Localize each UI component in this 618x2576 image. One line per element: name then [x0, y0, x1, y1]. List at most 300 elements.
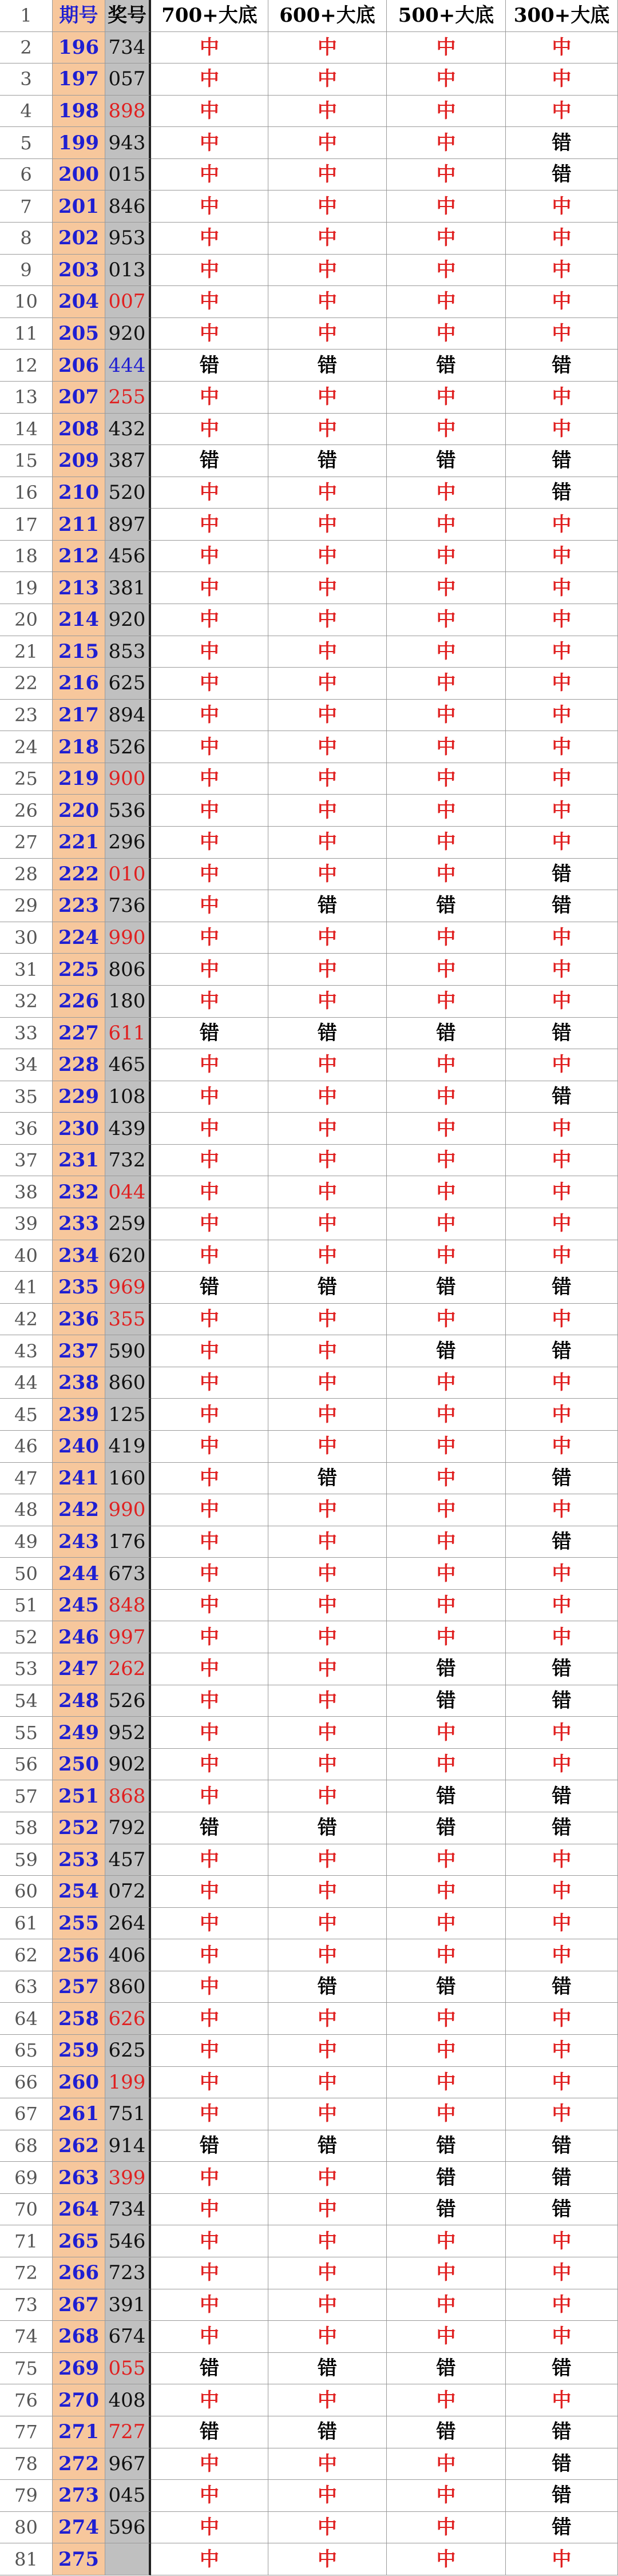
draw-number-cell: 967 [105, 2448, 151, 2480]
result-500-cell: 中 [387, 541, 506, 573]
issue-number-cell: 271 [53, 2416, 105, 2448]
result-700-cell: 中 [151, 1399, 268, 1431]
result-500-cell: 中 [387, 859, 506, 891]
result-500-cell: 中 [387, 1304, 506, 1336]
result-700-cell: 中 [151, 63, 268, 96]
result-700-cell: 中 [151, 700, 268, 732]
result-700-cell: 中 [151, 1494, 268, 1526]
row-number-cell: 79 [0, 2480, 53, 2512]
result-300-cell: 中 [506, 318, 618, 350]
result-700-cell: 中 [151, 1431, 268, 1463]
issue-number-cell: 247 [53, 1653, 105, 1685]
result-500-cell: 中 [387, 96, 506, 128]
result-300-cell: 错 [506, 2162, 618, 2194]
issue-number-cell: 265 [53, 2225, 105, 2257]
result-300-cell: 中 [506, 2225, 618, 2257]
row-number-header: 1 [0, 0, 53, 32]
issue-number-cell: 209 [53, 445, 105, 477]
row-number-cell: 67 [0, 2098, 53, 2130]
issue-number-cell: 269 [53, 2353, 105, 2385]
row-number-cell: 53 [0, 1653, 53, 1685]
result-300-cell: 中 [506, 1494, 618, 1526]
result-700-cell: 中 [151, 1971, 268, 2003]
result-500-cell: 中 [387, 2003, 506, 2035]
draw-number-cell [105, 2543, 151, 2575]
result-600-cell: 中 [268, 731, 387, 763]
result-700-cell: 中 [151, 1749, 268, 1781]
result-500-cell: 中 [387, 382, 506, 414]
draw-number-cell: 355 [105, 1304, 151, 1336]
result-300-cell: 错 [506, 859, 618, 891]
result-600-cell: 错 [268, 2130, 387, 2162]
row-number-cell: 66 [0, 2067, 53, 2099]
result-600-cell: 中 [268, 795, 387, 827]
result-600-cell: 中 [268, 1081, 387, 1113]
result-500-cell: 中 [387, 223, 506, 255]
draw-number-cell: 734 [105, 2194, 151, 2226]
draw-number-cell: 894 [105, 700, 151, 732]
result-300-cell: 中 [506, 1049, 618, 1081]
row-number-cell: 2 [0, 32, 53, 64]
result-500-cell: 错 [387, 1018, 506, 1050]
result-600-cell: 中 [268, 668, 387, 700]
result-300-cell: 中 [506, 1399, 618, 1431]
draw-number-cell: 723 [105, 2257, 151, 2289]
issue-number-cell: 266 [53, 2257, 105, 2289]
result-300-cell: 中 [506, 827, 618, 859]
issue-number-cell: 232 [53, 1176, 105, 1208]
result-500-cell: 中 [387, 2480, 506, 2512]
result-500-cell: 中 [387, 1463, 506, 1495]
result-600-cell: 中 [268, 986, 387, 1018]
draw-number-cell: 546 [105, 2225, 151, 2257]
draw-number-cell: 920 [105, 604, 151, 636]
result-300-cell: 错 [506, 1526, 618, 1558]
result-300-cell: 中 [506, 1590, 618, 1622]
draw-number-cell: 259 [105, 1208, 151, 1240]
result-300-cell: 中 [506, 1304, 618, 1336]
issue-number-cell: 267 [53, 2289, 105, 2321]
result-700-cell: 中 [151, 477, 268, 509]
row-number-cell: 6 [0, 159, 53, 191]
result-500-cell: 中 [387, 1399, 506, 1431]
result-300-cell: 中 [506, 382, 618, 414]
issue-number-cell: 210 [53, 477, 105, 509]
result-500-cell: 中 [387, 668, 506, 700]
draw-number-cell: 897 [105, 509, 151, 541]
result-600-cell: 中 [268, 1876, 387, 1908]
result-300-cell: 中 [506, 668, 618, 700]
issue-number-cell: 260 [53, 2067, 105, 2099]
result-300-cell: 中 [506, 2257, 618, 2289]
issue-number-cell: 200 [53, 159, 105, 191]
result-300-cell: 错 [506, 477, 618, 509]
row-number-cell: 73 [0, 2289, 53, 2321]
issue-number-cell: 239 [53, 1399, 105, 1431]
result-600-cell: 中 [268, 1113, 387, 1145]
result-300-cell: 中 [506, 223, 618, 255]
result-500-cell: 错 [387, 1335, 506, 1367]
result-500-cell: 中 [387, 1526, 506, 1558]
result-600-cell: 中 [268, 2448, 387, 2480]
row-number-cell: 78 [0, 2448, 53, 2480]
row-number-cell: 4 [0, 96, 53, 128]
result-700-cell: 中 [151, 1558, 268, 1590]
result-500-cell: 中 [387, 286, 506, 318]
draw-number-cell: 952 [105, 1717, 151, 1749]
draw-number-cell: 520 [105, 477, 151, 509]
result-300-cell: 中 [506, 1749, 618, 1781]
issue-number-cell: 274 [53, 2512, 105, 2544]
result-300-cell: 错 [506, 2512, 618, 2544]
issue-number-cell: 264 [53, 2194, 105, 2226]
result-300-cell: 中 [506, 2384, 618, 2416]
draw-number-cell: 456 [105, 541, 151, 573]
result-500-cell: 中 [387, 2321, 506, 2353]
result-600-cell: 中 [268, 954, 387, 986]
row-number-cell: 33 [0, 1018, 53, 1050]
result-500-cell: 中 [387, 2512, 506, 2544]
result-300-cell: 中 [506, 1558, 618, 1590]
draw-number-cell: 444 [105, 350, 151, 382]
result-500-cell: 中 [387, 1431, 506, 1463]
result-300-cell: 错 [506, 2194, 618, 2226]
issue-number-cell: 240 [53, 1431, 105, 1463]
result-300-cell: 中 [506, 1939, 618, 1971]
draw-number-cell: 264 [105, 1908, 151, 1940]
result-700-cell: 中 [151, 2480, 268, 2512]
result-500-cell: 中 [387, 1240, 506, 1272]
issue-number-cell: 262 [53, 2130, 105, 2162]
issue-number-cell: 212 [53, 541, 105, 573]
row-number-cell: 56 [0, 1749, 53, 1781]
result-700-cell: 中 [151, 1081, 268, 1113]
result-600-cell: 中 [268, 1621, 387, 1653]
col-700-header: 700+大底 [151, 0, 268, 32]
result-600-cell: 错 [268, 1018, 387, 1050]
result-700-cell: 中 [151, 509, 268, 541]
result-600-cell: 错 [268, 890, 387, 922]
result-700-cell: 中 [151, 318, 268, 350]
result-700-cell: 错 [151, 1812, 268, 1844]
issue-number-cell: 249 [53, 1717, 105, 1749]
result-700-cell: 错 [151, 2416, 268, 2448]
row-number-cell: 44 [0, 1367, 53, 1399]
row-number-cell: 70 [0, 2194, 53, 2226]
issue-number-cell: 258 [53, 2003, 105, 2035]
result-300-cell: 中 [506, 96, 618, 128]
result-500-cell: 中 [387, 572, 506, 604]
result-500-cell: 错 [387, 2130, 506, 2162]
result-700-cell: 中 [151, 954, 268, 986]
row-number-cell: 9 [0, 255, 53, 287]
result-600-cell: 中 [268, 2289, 387, 2321]
issue-number-cell: 263 [53, 2162, 105, 2194]
row-number-cell: 74 [0, 2321, 53, 2353]
result-500-cell: 中 [387, 318, 506, 350]
draw-number-cell: 914 [105, 2130, 151, 2162]
issue-number-cell: 251 [53, 1780, 105, 1812]
result-500-cell: 中 [387, 1145, 506, 1177]
result-700-cell: 中 [151, 1621, 268, 1653]
result-700-cell: 中 [151, 2035, 268, 2067]
result-300-cell: 错 [506, 1272, 618, 1304]
result-600-cell: 中 [268, 1431, 387, 1463]
issue-number-cell: 226 [53, 986, 105, 1018]
result-600-cell: 中 [268, 1399, 387, 1431]
result-500-cell: 中 [387, 1558, 506, 1590]
result-700-cell: 中 [151, 2512, 268, 2544]
issue-number-cell: 207 [53, 382, 105, 414]
draw-number-cell: 176 [105, 1526, 151, 1558]
draw-number-cell: 045 [105, 2480, 151, 2512]
row-number-cell: 38 [0, 1176, 53, 1208]
result-500-cell: 错 [387, 350, 506, 382]
result-300-cell: 中 [506, 2035, 618, 2067]
result-700-cell: 中 [151, 2289, 268, 2321]
row-number-cell: 49 [0, 1526, 53, 1558]
issue-number-cell: 230 [53, 1113, 105, 1145]
draw-number-cell: 180 [105, 986, 151, 1018]
result-300-cell: 错 [506, 159, 618, 191]
row-number-cell: 60 [0, 1876, 53, 1908]
result-300-cell: 中 [506, 1876, 618, 1908]
draw-number-cell: 055 [105, 2353, 151, 2385]
result-700-cell: 错 [151, 2130, 268, 2162]
issue-number-cell: 213 [53, 572, 105, 604]
result-300-cell: 错 [506, 890, 618, 922]
result-300-cell: 中 [506, 795, 618, 827]
result-500-cell: 中 [387, 2257, 506, 2289]
result-500-cell: 中 [387, 190, 506, 223]
issue-number-cell: 203 [53, 255, 105, 287]
result-300-cell: 中 [506, 2289, 618, 2321]
issue-number-cell: 268 [53, 2321, 105, 2353]
row-number-cell: 64 [0, 2003, 53, 2035]
issue-number-cell: 231 [53, 1145, 105, 1177]
issue-number-cell: 197 [53, 63, 105, 96]
result-600-cell: 中 [268, 2035, 387, 2067]
draw-number-cell: 526 [105, 731, 151, 763]
result-700-cell: 中 [151, 1526, 268, 1558]
result-700-cell: 中 [151, 2448, 268, 2480]
result-500-cell: 中 [387, 509, 506, 541]
result-300-cell: 中 [506, 1431, 618, 1463]
result-300-cell: 错 [506, 1780, 618, 1812]
issue-number-cell: 205 [53, 318, 105, 350]
issue-number-cell: 273 [53, 2480, 105, 2512]
result-300-cell: 错 [506, 1081, 618, 1113]
result-700-cell: 中 [151, 890, 268, 922]
row-number-cell: 30 [0, 922, 53, 954]
result-600-cell: 中 [268, 1939, 387, 1971]
result-700-cell: 中 [151, 223, 268, 255]
draw-number-cell: 381 [105, 572, 151, 604]
draw-number-cell: 736 [105, 890, 151, 922]
row-number-cell: 26 [0, 795, 53, 827]
result-600-cell: 中 [268, 1590, 387, 1622]
col-300-header: 300+大底 [506, 0, 618, 32]
result-500-cell: 中 [387, 1844, 506, 1876]
draw-number-cell: 734 [105, 32, 151, 64]
result-600-cell: 中 [268, 1749, 387, 1781]
result-500-cell: 中 [387, 1876, 506, 1908]
result-600-cell: 中 [268, 2384, 387, 2416]
draw-number-cell: 125 [105, 1399, 151, 1431]
result-300-cell: 中 [506, 1367, 618, 1399]
result-300-cell: 中 [506, 1208, 618, 1240]
issue-number-cell: 248 [53, 1685, 105, 1717]
issue-column-header: 期号 [53, 0, 105, 32]
result-300-cell: 错 [506, 127, 618, 159]
result-700-cell: 中 [151, 1717, 268, 1749]
result-300-cell: 错 [506, 2448, 618, 2480]
result-500-cell: 中 [387, 255, 506, 287]
draw-number-cell: 727 [105, 2416, 151, 2448]
result-600-cell: 中 [268, 572, 387, 604]
result-500-cell: 中 [387, 2448, 506, 2480]
result-600-cell: 中 [268, 2321, 387, 2353]
draw-number-cell: 432 [105, 414, 151, 446]
row-number-cell: 50 [0, 1558, 53, 1590]
result-300-cell: 错 [506, 2480, 618, 2512]
result-300-cell: 错 [506, 1653, 618, 1685]
result-600-cell: 中 [268, 763, 387, 795]
draw-number-cell: 457 [105, 1844, 151, 1876]
result-500-cell: 错 [387, 2162, 506, 2194]
draw-number-cell: 751 [105, 2098, 151, 2130]
draw-number-cell: 860 [105, 1367, 151, 1399]
result-300-cell: 中 [506, 1908, 618, 1940]
result-500-cell: 中 [387, 2384, 506, 2416]
result-600-cell: 中 [268, 636, 387, 668]
draw-number-cell: 620 [105, 1240, 151, 1272]
draw-number-cell: 399 [105, 2162, 151, 2194]
result-700-cell: 中 [151, 414, 268, 446]
result-300-cell: 中 [506, 541, 618, 573]
row-number-cell: 59 [0, 1844, 53, 1876]
row-number-cell: 3 [0, 63, 53, 96]
draw-number-cell: 900 [105, 763, 151, 795]
result-500-cell: 错 [387, 2416, 506, 2448]
row-number-cell: 29 [0, 890, 53, 922]
result-700-cell: 中 [151, 96, 268, 128]
issue-number-cell: 256 [53, 1939, 105, 1971]
result-700-cell: 中 [151, 32, 268, 64]
row-number-cell: 27 [0, 827, 53, 859]
result-300-cell: 错 [506, 2416, 618, 2448]
result-600-cell: 中 [268, 32, 387, 64]
result-600-cell: 中 [268, 477, 387, 509]
issue-number-cell: 215 [53, 636, 105, 668]
row-number-cell: 22 [0, 668, 53, 700]
result-700-cell: 中 [151, 2543, 268, 2575]
result-700-cell: 错 [151, 2353, 268, 2385]
draw-number-cell: 160 [105, 1463, 151, 1495]
draw-number-cell: 255 [105, 382, 151, 414]
row-number-cell: 71 [0, 2225, 53, 2257]
issue-number-cell: 204 [53, 286, 105, 318]
draw-number-cell: 990 [105, 922, 151, 954]
row-number-cell: 17 [0, 509, 53, 541]
result-500-cell: 中 [387, 2035, 506, 2067]
issue-number-cell: 252 [53, 1812, 105, 1844]
result-500-cell: 中 [387, 1717, 506, 1749]
result-600-cell: 中 [268, 1494, 387, 1526]
draw-number-cell: 408 [105, 2384, 151, 2416]
result-700-cell: 中 [151, 1145, 268, 1177]
result-600-cell: 错 [268, 1812, 387, 1844]
draw-number-cell: 902 [105, 1749, 151, 1781]
row-number-cell: 65 [0, 2035, 53, 2067]
result-600-cell: 中 [268, 604, 387, 636]
result-600-cell: 中 [268, 1304, 387, 1336]
draw-number-cell: 536 [105, 795, 151, 827]
result-700-cell: 中 [151, 1367, 268, 1399]
result-600-cell: 错 [268, 2416, 387, 2448]
issue-number-cell: 259 [53, 2035, 105, 2067]
result-700-cell: 中 [151, 255, 268, 287]
draw-number-cell: 625 [105, 668, 151, 700]
result-700-cell: 中 [151, 1590, 268, 1622]
result-500-cell: 错 [387, 1971, 506, 2003]
row-number-cell: 48 [0, 1494, 53, 1526]
result-300-cell: 中 [506, 2067, 618, 2099]
draw-number-cell: 439 [105, 1113, 151, 1145]
row-number-cell: 15 [0, 445, 53, 477]
row-number-cell: 40 [0, 1240, 53, 1272]
draw-number-cell: 853 [105, 636, 151, 668]
draw-number-cell: 997 [105, 1621, 151, 1653]
result-500-cell: 中 [387, 1908, 506, 1940]
result-700-cell: 中 [151, 2257, 268, 2289]
draw-number-cell: 057 [105, 63, 151, 96]
result-700-cell: 中 [151, 1939, 268, 1971]
result-500-cell: 中 [387, 1621, 506, 1653]
draw-number-cell: 391 [105, 2289, 151, 2321]
result-700-cell: 中 [151, 859, 268, 891]
result-500-cell: 错 [387, 1812, 506, 1844]
result-300-cell: 中 [506, 1145, 618, 1177]
result-700-cell: 中 [151, 572, 268, 604]
result-500-cell: 中 [387, 1113, 506, 1145]
result-600-cell: 中 [268, 159, 387, 191]
result-300-cell: 中 [506, 32, 618, 64]
result-600-cell: 中 [268, 2003, 387, 2035]
result-300-cell: 中 [506, 1240, 618, 1272]
result-300-cell: 中 [506, 286, 618, 318]
result-500-cell: 中 [387, 731, 506, 763]
draw-number-cell: 625 [105, 2035, 151, 2067]
result-700-cell: 中 [151, 2003, 268, 2035]
result-300-cell: 中 [506, 954, 618, 986]
result-600-cell: 中 [268, 2067, 387, 2099]
result-300-cell: 中 [506, 2003, 618, 2035]
row-number-cell: 8 [0, 223, 53, 255]
result-700-cell: 错 [151, 1272, 268, 1304]
result-600-cell: 中 [268, 286, 387, 318]
result-300-cell: 错 [506, 350, 618, 382]
result-700-cell: 中 [151, 2067, 268, 2099]
row-number-cell: 34 [0, 1049, 53, 1081]
issue-number-cell: 272 [53, 2448, 105, 2480]
result-700-cell: 中 [151, 1653, 268, 1685]
result-300-cell: 中 [506, 2321, 618, 2353]
result-700-cell: 中 [151, 604, 268, 636]
result-600-cell: 中 [268, 2480, 387, 2512]
result-500-cell: 错 [387, 2194, 506, 2226]
result-300-cell: 中 [506, 63, 618, 96]
